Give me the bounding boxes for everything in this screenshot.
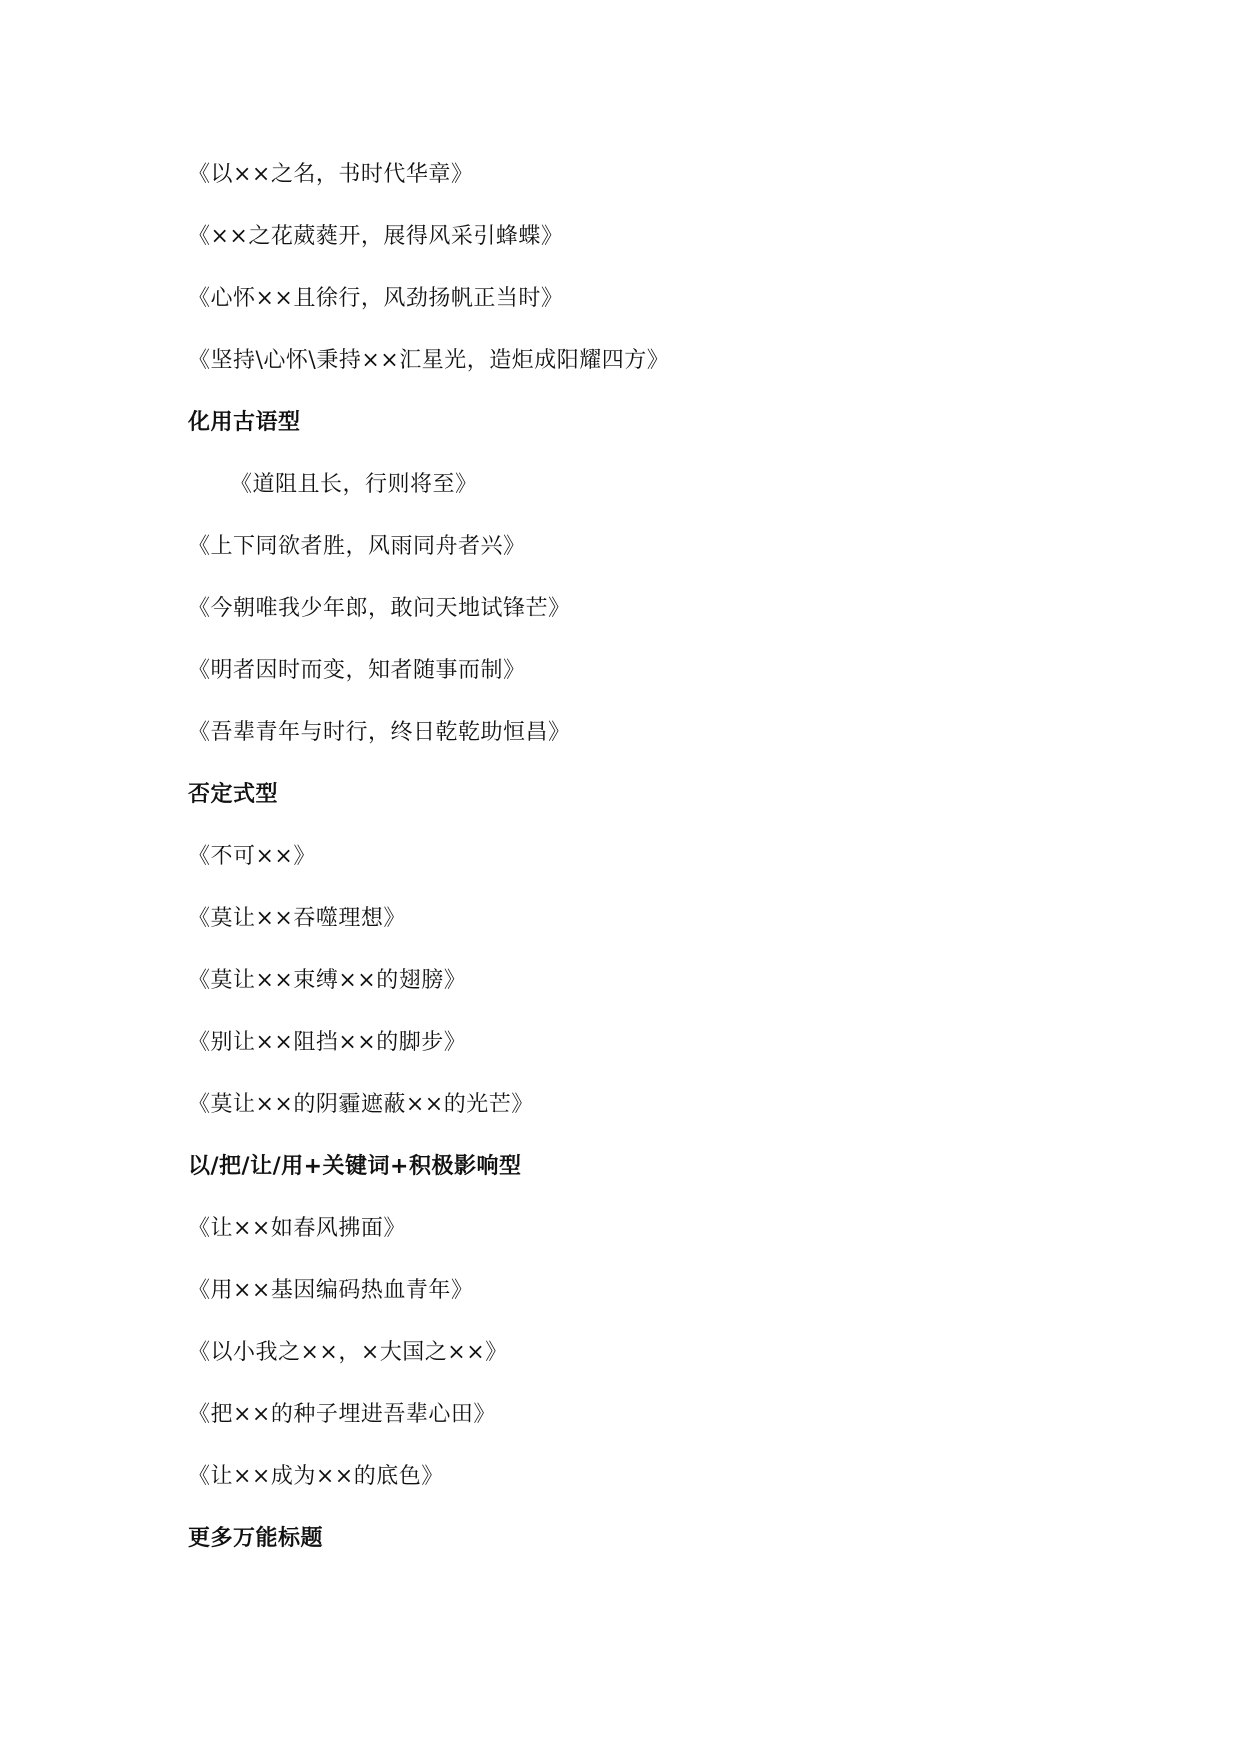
title-example: 《让××成为××的底色》 (188, 1464, 444, 1489)
title-example: 《用××基因编码热血青年》 (188, 1278, 474, 1303)
section-heading: 否定式型 (188, 782, 279, 807)
title-example: 《道阻且长，行则将至》 (230, 472, 478, 497)
title-example: 《不可××》 (188, 844, 316, 869)
title-example: 《让××如春风拂面》 (188, 1216, 406, 1241)
section-heading: 更多万能标题 (188, 1526, 324, 1551)
section-heading: 化用古语型 (188, 410, 301, 435)
title-example: 《莫让××吞噬理想》 (188, 906, 406, 931)
title-example: 《以××之名，书时代华章》 (188, 162, 474, 187)
title-example: 《××之花葳蕤开，展得风采引蜂蝶》 (188, 224, 564, 249)
title-example: 《吾辈青年与时行，终日乾乾助恒昌》 (188, 720, 571, 745)
title-example: 《别让××阻挡××的脚步》 (188, 1030, 467, 1055)
title-example: 《莫让××束缚××的翅膀》 (188, 968, 467, 993)
title-example: 《今朝唯我少年郎，敢问天地试锋芒》 (188, 596, 571, 621)
title-example: 《心怀××且徐行，风劲扬帆正当时》 (188, 286, 564, 311)
title-example: 《以小我之××，×大国之××》 (188, 1340, 508, 1365)
title-example: 《上下同欲者胜，风雨同舟者兴》 (188, 534, 526, 559)
title-example: 《把××的种子埋进吾辈心田》 (188, 1402, 496, 1427)
title-example: 《莫让××的阴霾遮蔽××的光芒》 (188, 1092, 534, 1117)
title-example: 《坚持\心怀\秉持××汇星光，造炬成阳耀四方》 (188, 348, 670, 373)
section-heading: 以/把/让/用+关键词+积极影响型 (188, 1154, 522, 1179)
title-example: 《明者因时而变，知者随事而制》 (188, 658, 526, 683)
